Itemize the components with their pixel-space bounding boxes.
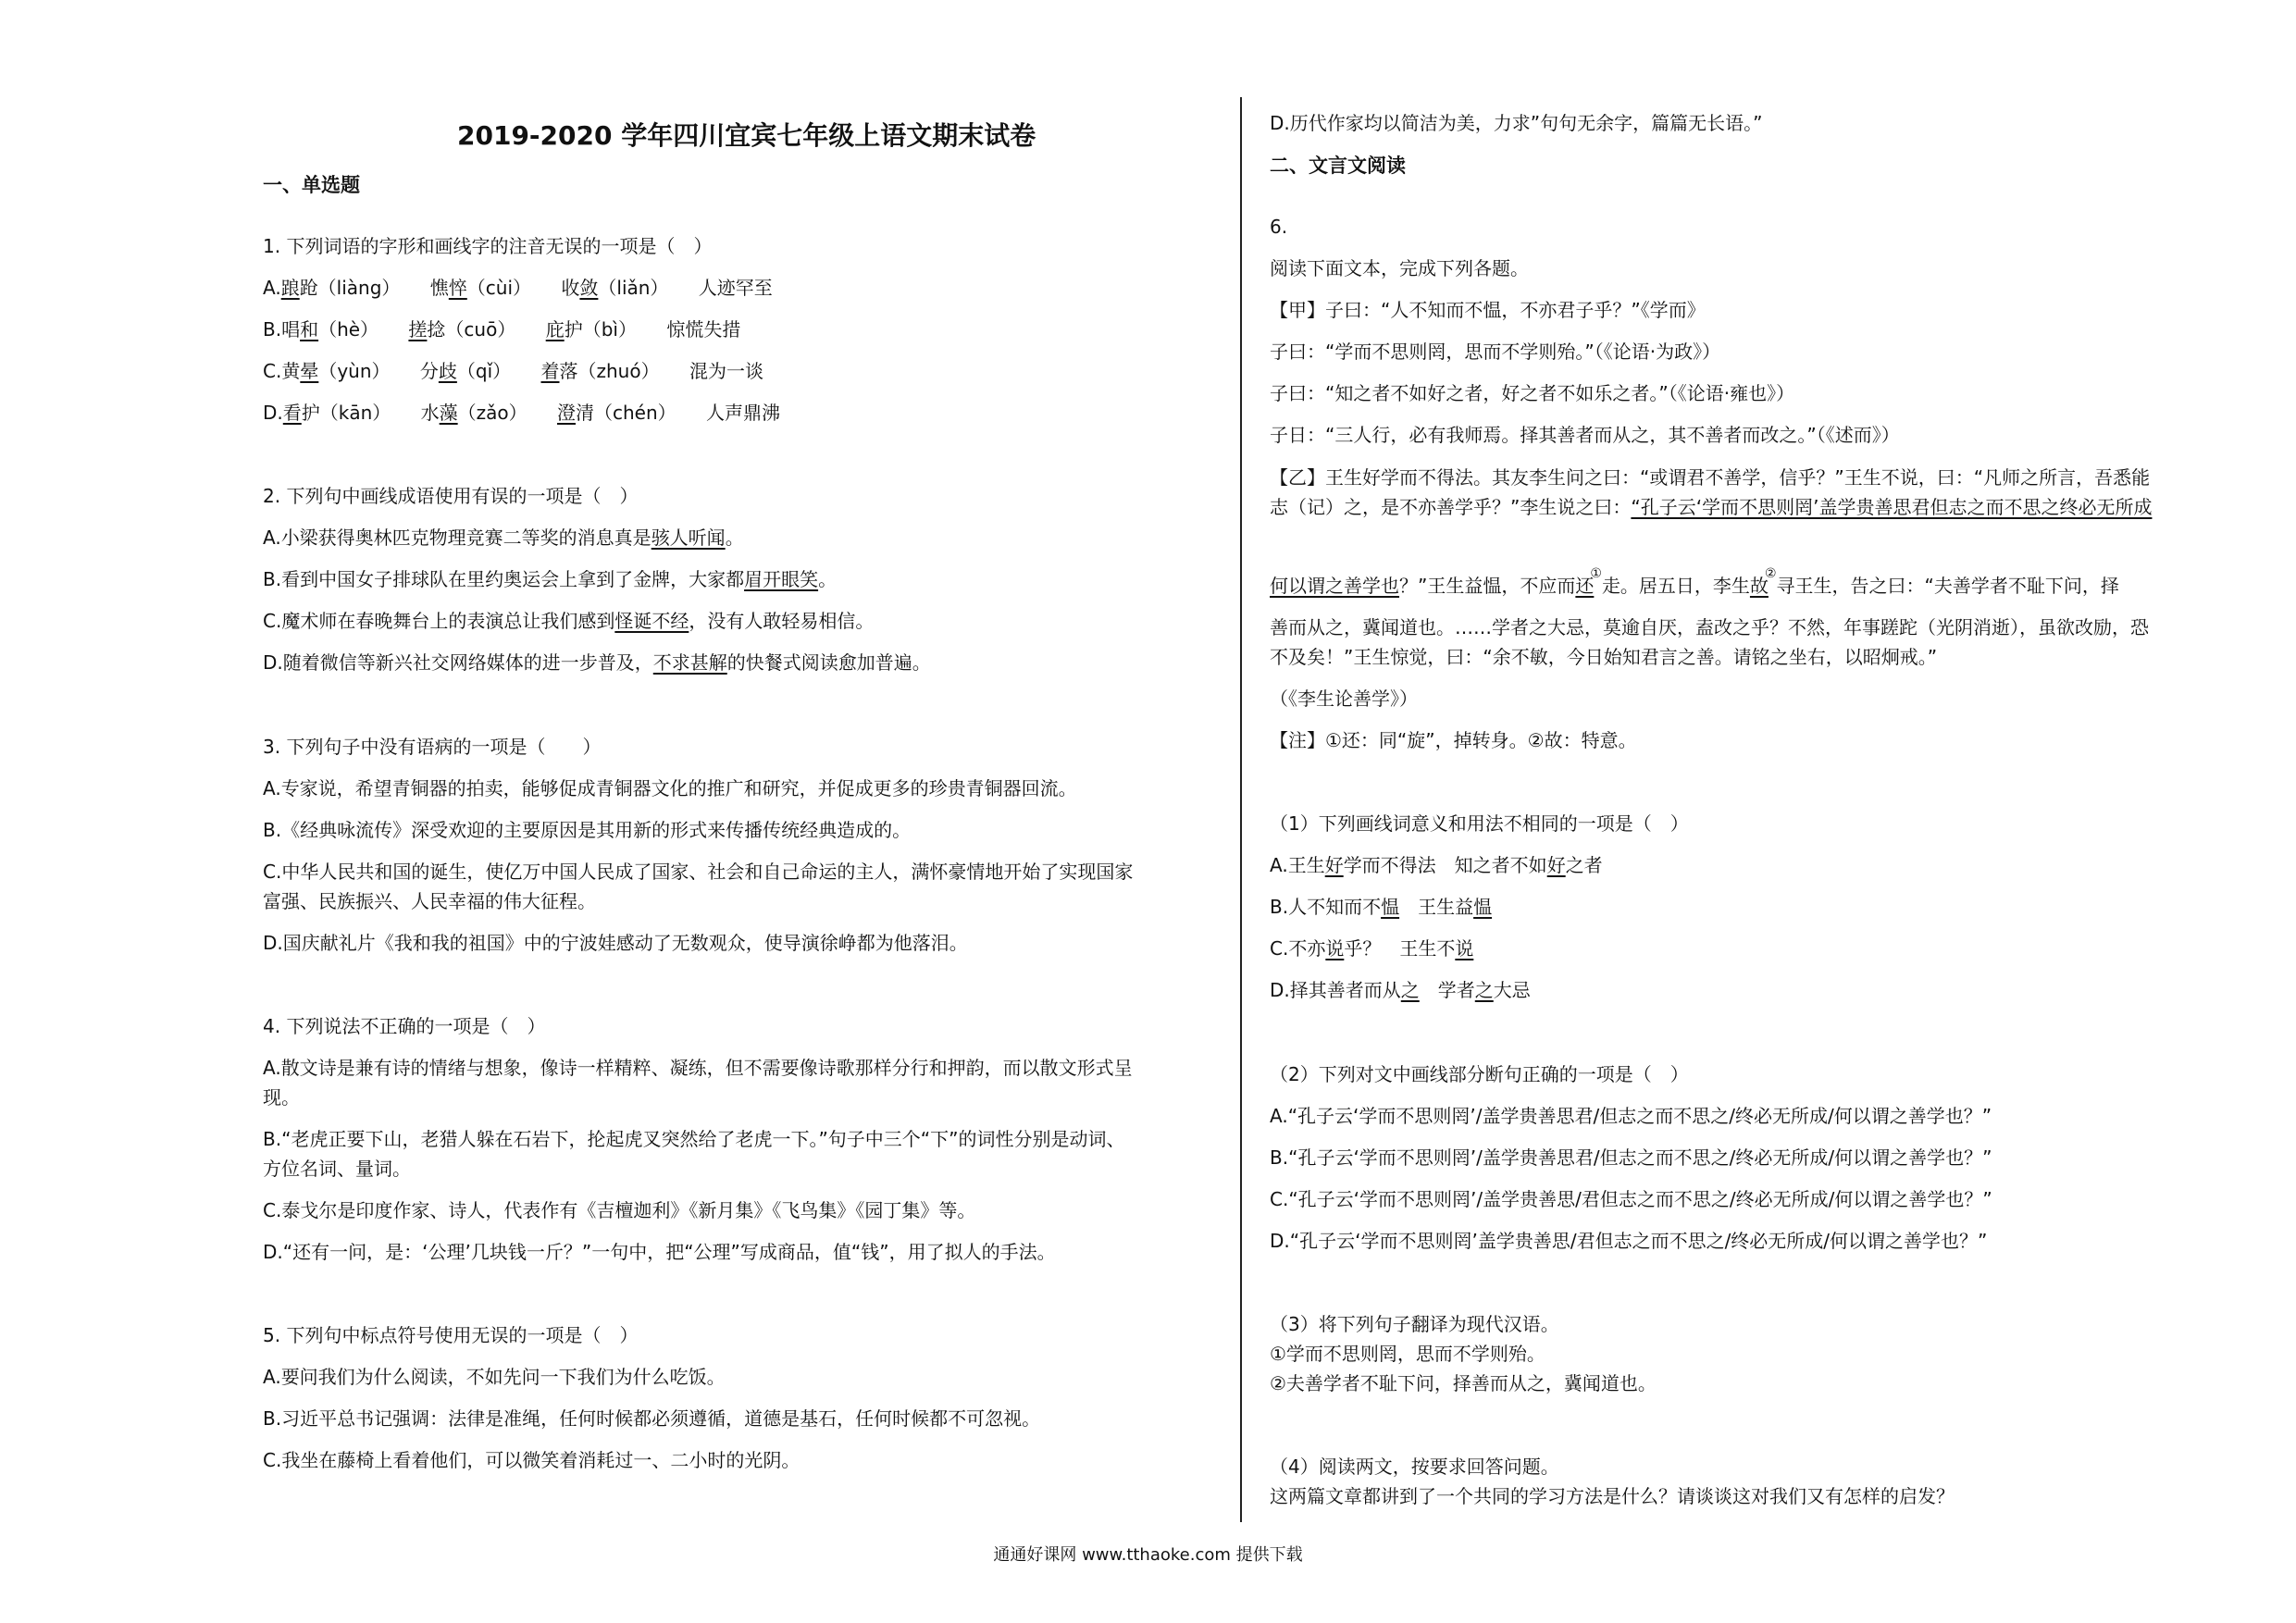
question-4-option-d: D.“还有一问，是：‘公理’几块钱一斤？”一句中，把“公理”写成商品，值“钱”，用了拟人的手法。 — [263, 1241, 1056, 1263]
sub-question-3-stem: （3）将下列句子翻译为现代汉语。 — [1270, 1313, 1559, 1335]
question-2-option-a: A.小梁获得奥林匹克物理竞赛二等奖的消息真是骇人听闻。 — [263, 527, 744, 549]
question-1-option-c: C.黄晕（yùn） 分歧（qǐ） 着落（zhuó） 混为一谈 — [263, 360, 763, 382]
passage-yi-line-3: 何以谓之善学也？”王生益愠，不应而还①走。居五日，李生故②寻王生，告之曰：“夫善学者不耻下问，择 — [1270, 566, 2119, 597]
passage-yi-line-1: 【乙】王生好学而不得法。其友李生问之曰：“或谓君不善学，信乎？”王生不说，曰：“凡师之所言，吾悉能 — [1270, 466, 2151, 489]
sub-question-1-option-a: A.王生好学而不得法 知之者不如好之者 — [1270, 854, 1603, 876]
question-6-intro: 阅读下面文本，完成下列各题。 — [1270, 257, 1529, 279]
page-title: 2019-2020 学年四川宜宾七年级上语文期末试卷 — [457, 120, 1036, 151]
question-4-stem: 4. 下列说法不正确的一项是（ ） — [263, 1015, 546, 1037]
sub-question-4-question: 这两篇文章都讲到了一个共同的学习方法是什么？请谈谈这对我们又有怎样的启发？ — [1270, 1485, 1955, 1507]
section-heading-single-choice: 一、单选题 — [263, 174, 360, 196]
passage-jia-line-1: 【甲】子曰：“人不知而不愠，不亦君子乎？”《学而》 — [1270, 299, 1706, 321]
sub-question-2-option-a: A.“孔子云‘学而不思则罔’/盖学贵善思君/但志之而不思之/终必无所成/何以谓之善学也？” — [1270, 1105, 1992, 1127]
question-5-option-b: B.习近平总书记强调：法律是准绳，任何时候都必须遵循，道德是基石，任何时候都不可忽视。 — [263, 1407, 1041, 1430]
question-1-stem: 1. 下列词语的字形和画线字的注音无误的一项是（ ） — [263, 235, 713, 257]
question-3-option-a: A.专家说，希望青铜器的拍卖，能够促成青铜器文化的推广和研究，并促成更多的珍贵青铜器回流。 — [263, 777, 1077, 799]
question-3-option-c-line-1: C.中华人民共和国的诞生，使亿万中国人民成了国家、社会和自己命运的主人，满怀豪情地开始了实现国家 — [263, 861, 1134, 883]
footnote-marker-2: ② — [1764, 566, 1777, 581]
sub-question-3-sentence-2: ②夫善学者不耻下问，择善而从之，冀闻道也。 — [1270, 1372, 1657, 1394]
passage-jia-line-3: 子曰：“知之者不如好之者，好之者不如乐之者。”（《论语·雍也》） — [1270, 382, 1795, 404]
question-3-stem: 3. 下列句子中没有语病的一项是（ ） — [263, 736, 602, 758]
question-3-option-b: B.《经典咏流传》深受欢迎的主要原因是其用新的形式来传播传统经典造成的。 — [263, 819, 912, 841]
question-5-stem: 5. 下列句中标点符号使用无误的一项是（ ） — [263, 1324, 639, 1346]
passage-jia-line-4: 子日：“三人行，必有我师焉。择其善者而从之，其不善者而改之。”（《述而》） — [1270, 424, 1900, 446]
question-1-option-d: D.看护（kān） 水藻（zǎo） 澄清（chén） 人声鼎沸 — [263, 402, 781, 424]
question-4-option-a-line-1: A.散文诗是兼有诗的情绪与想象，像诗一样精粹、凝练，但不需要像诗歌那样分行和押韵，而以散文形式呈 — [263, 1057, 1133, 1079]
question-2-stem: 2. 下列句中画线成语使用有误的一项是（ ） — [263, 485, 639, 507]
sub-question-2-option-d: D.“孔子云‘学而不思则罔’盖学贵善思/君但志之而不思之/终必无所成/何以谓之善学也？” — [1270, 1230, 1988, 1252]
column-divider — [1240, 97, 1242, 1522]
sub-question-1-option-d: D.择其善者而从之 学者之大忌 — [1270, 979, 1531, 1001]
question-5-option-c: C.我坐在藤椅上看着他们，可以微笑着消耗过一、二小时的光阴。 — [263, 1449, 800, 1471]
section-heading-classical-reading: 二、文言文阅读 — [1270, 155, 1406, 177]
sub-question-2-option-c: C.“孔子云‘学而不思则罔’/盖学贵善思/君但志之而不思之/终必无所成/何以谓之善学也？” — [1270, 1188, 1992, 1210]
sub-question-1-option-b: B.人不知而不愠 王生益愠 — [1270, 896, 1493, 918]
passage-yi-line-5: 不及矣！”王生惊觉，曰：“余不敏，今日始知君言之善。请铭之坐右，以昭炯戒。” — [1270, 646, 1938, 668]
question-3-option-c-line-2: 富强、民族振兴、人民幸福的伟大征程。 — [263, 890, 596, 912]
passage-yi-line-4: 善而从之，冀闻道也。……学者之大忌，莫逾自厌，盍改之乎？不然，年事蹉跎（光阴消逝），虽欲改励，恐 — [1270, 616, 2149, 638]
question-4-option-b-line-1: B.“老虎正要下山，老猎人躲在石岩下，抡起虎叉突然给了老虎一下。”句子中三个“下”的词性分别是动词、 — [263, 1128, 1125, 1150]
passage-source: （《李生论善学》） — [1270, 688, 1418, 710]
question-4-option-b-line-2: 方位名词、量词。 — [263, 1158, 411, 1180]
sub-question-2-option-b: B.“孔子云‘学而不思则罔’/盖学贵善思君/但志之而不思之/终必无所成/何以谓之善学也？” — [1270, 1146, 1992, 1169]
footer-credit: 通通好课网 www.tthaoke.com 提供下载 — [993, 1545, 1303, 1565]
footnote-marker-1: ① — [1590, 566, 1602, 581]
question-4-option-a-line-2: 现。 — [263, 1086, 300, 1109]
question-1-option-b: B.唱和（hè） 搓捻（cuō） 庇护（bì） 惊慌失措 — [263, 318, 741, 341]
passage-yi-line-2: 志（记）之，是不亦善学乎？”李生说之曰：“孔子云‘学而不思则罔’盖学贵善思君但志之而不思之终必无所成 — [1270, 496, 2153, 518]
passage-note: 【注】①还：同“旋”，掉转身。②故：特意。 — [1270, 729, 1637, 751]
passage-jia-line-2: 子曰：“学而不思则罔，思而不学则殆。”（《论语·为政》） — [1270, 341, 1721, 363]
question-4-option-c: C.泰戈尔是印度作家、诗人，代表作有《吉檀迦利》《新月集》《飞鸟集》《园丁集》等。 — [263, 1199, 976, 1221]
question-2-option-d: D.随着微信等新兴社交网络媒体的进一步普及，不求甚解的快餐式阅读愈加普遍。 — [263, 651, 931, 674]
sub-question-4-stem: （4）阅读两文，按要求回答问题。 — [1270, 1456, 1559, 1478]
question-5-option-a: A.要问我们为什么阅读，不如先问一下我们为什么吃饭。 — [263, 1366, 726, 1388]
question-1-option-a: A.踉跄（liàng） 憔悴（cùi） 收敛（liǎn） 人迹罕至 — [263, 277, 773, 299]
question-3-option-d: D.国庆献礼片《我和我的祖国》中的宁波娃感动了无数观众，使导演徐峥都为他落泪。 — [263, 932, 968, 954]
sub-question-3-sentence-1: ①学而不思则罔，思而不学则殆。 — [1270, 1343, 1545, 1365]
question-5-option-d: D.历代作家均以简洁为美，力求”句句无余字，篇篇无长语。” — [1270, 112, 1763, 134]
question-6-number: 6. — [1270, 216, 1288, 238]
question-2-option-c: C.魔术师在春晚舞台上的表演总让我们感到怪诞不经，没有人敢轻易相信。 — [263, 610, 875, 632]
sub-question-1-stem: （1）下列画线词意义和用法不相同的一项是（ ） — [1270, 812, 1689, 835]
sub-question-1-option-c: C.不亦说乎？ 王生不说 — [1270, 937, 1474, 960]
sub-question-2-stem: （2）下列对文中画线部分断句正确的一项是（ ） — [1270, 1063, 1689, 1085]
question-2-option-b: B.看到中国女子排球队在里约奥运会上拿到了金牌，大家都眉开眼笑。 — [263, 568, 838, 590]
